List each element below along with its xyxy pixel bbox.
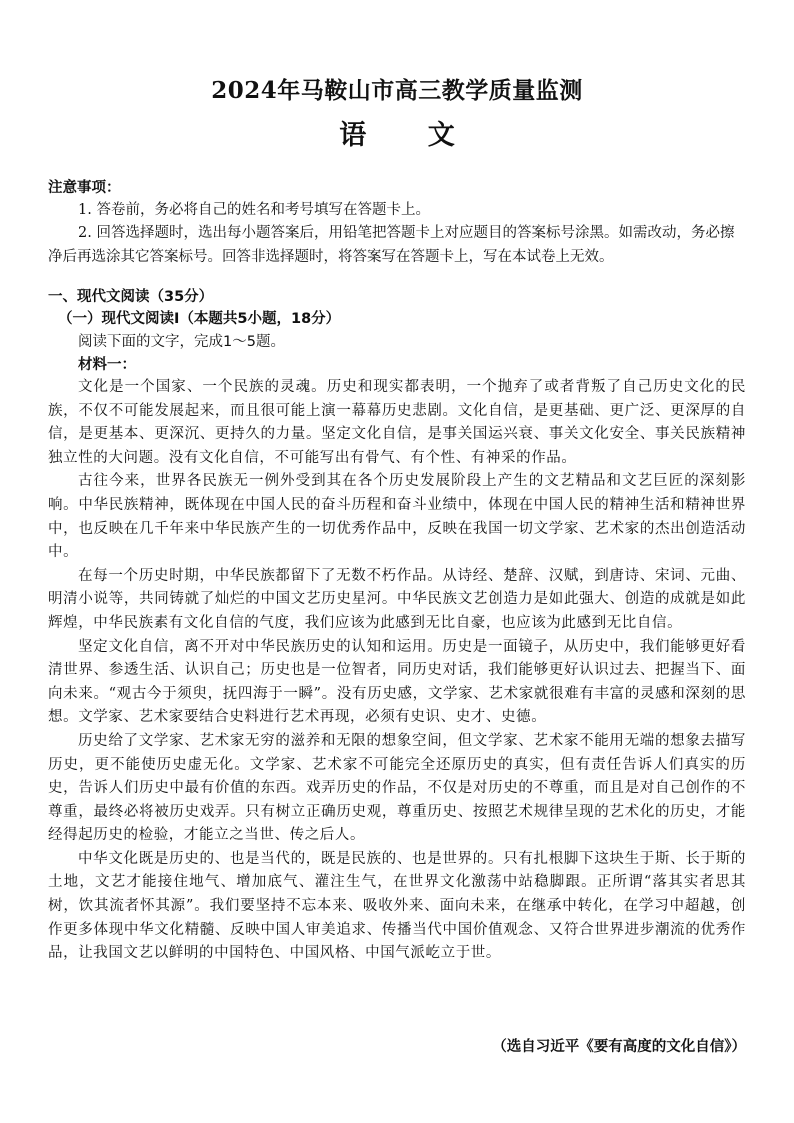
paragraph: 坚定文化自信，离不开对中华民族历史的认知和运用。历史是一面镜子，从历史中，我们能够更好看清世界、参透生活、认识自己；历史也是一位智者，同历史对话，我们能够更好认识过去、把握当下、面向未来。“观古今于须臾，抚四海于一瞬”。没有历史感，文学家、艺术家就很难有丰富的灵感和深刻的思想。文学家、艺术家要结合史料进行艺术再现，必须有史识、史才、史德。 — [48, 638, 746, 726]
source-citation: （选自习近平《要有高度的文化自信》） — [492, 1039, 746, 1055]
paragraph: 文化是一个国家、一个民族的灵魂。历史和现实都表明，一个抛弃了或者背叛了自己历史文化的民族，不仅不可能发展起来，而且很可能上演一幕幕历史悲剧。文化自信，是更基础、更广泛、更深厚的自信，是更基本、更深沉、更持久的力量。坚定文化自信，是事关国运兴衰、事关文化安全、事关民族精神独立性的大问题。没有文化自信，不可能写出有骨气、有个性、有神采的作品。 — [48, 379, 746, 466]
material-body — [48, 376, 746, 966]
section-heading: 一、现代文阅读（35分） — [48, 289, 214, 305]
notice-item-2: 2. 回答选择题时，选出每小题答案后，用铅笔把答题卡上对应题目的答案标号涂黑。如需改动，务必擦净后再选涂其它答案标号。回答非选择题时，将答案写在答题卡上，写在本试卷上无效。 — [48, 225, 735, 265]
paragraph: 在每一个历史时期，中华民族都留下了无数不朽作品。从诗经、楚辞、汉赋，到唐诗、宋词、元曲、明清小说等，共同铸就了灿烂的中国文艺历史星河。中华民族文艺创造力是如此强大、创造的成就是如此辉煌，中华民族素有文化自信的气度，我们应该为此感到无比自豪，也应该为此感到无比自信。 — [48, 567, 746, 631]
material-label: 材料一： — [78, 357, 136, 373]
notice-item-1: 1. 答卷前，务必将自己的姓名和考号填写在答题卡上。 — [78, 202, 430, 218]
exam-title: 2024年马鞍山市高三教学质量监测 — [211, 77, 583, 104]
paragraph: 古往今来，世界各民族无一例外受到其在各个历史发展阶段上产生的文艺精品和文艺巨匠的深刻影响。中华民族精神，既体现在中国人民的奋斗历程和奋斗业绩中，体现在中国人民的精神生活和精神世界中，也反映在几千年来中华民族产生的一切优秀作品中，反映在我国一切文学家、艺术家的杰出创造活动中。 — [48, 473, 746, 561]
subsection-heading: （一）现代文阅读Ⅰ（本题共5小题，18分） — [58, 311, 341, 327]
notice-heading: 注意事项： — [48, 180, 121, 196]
reading-instruction: 阅读下面的文字，完成1～5题。 — [78, 334, 285, 350]
paragraph: 历史给了文学家、艺术家无穷的滋养和无限的想象空间，但文学家、艺术家不能用无端的想象去描写历史，更不能使历史虚无化。文学家、艺术家不可能完全还原历史的真实，但有责任告诉人们真实的历史，告诉人们历史中最有价值的东西。戏弄历史的作品，不仅是对历史的不尊重，而且是对自己创作的不尊重，最终必将被历史戏弄。只有树立正确历史观，尊重历史、按照艺术规律呈现的艺术化的历史，才能经得起历史的检验，才能立之当世、传之后人。 — [48, 732, 746, 844]
subject-title: 语 文 — [339, 120, 481, 151]
paragraph: 中华文化既是历史的、也是当代的，既是民族的、也是世界的。只有扎根脚下这块生于斯、长于斯的土地，文艺才能接住地气、增加底气、灌注生气，在世界文化激荡中站稳脚跟。正所谓“落其实者思其树，饮其流者怀其源”。我们要坚持不忘本来、吸收外来、面向未来，在继承中转化，在学习中超越，创作更多体现中华文化精髓、反映中国人审美追求、传播当代中国价值观念、又符合世界进步潮流的优秀作品，让我国文艺以鲜明的中国特色、中国风格、中国气派屹立于世。 — [48, 850, 746, 962]
